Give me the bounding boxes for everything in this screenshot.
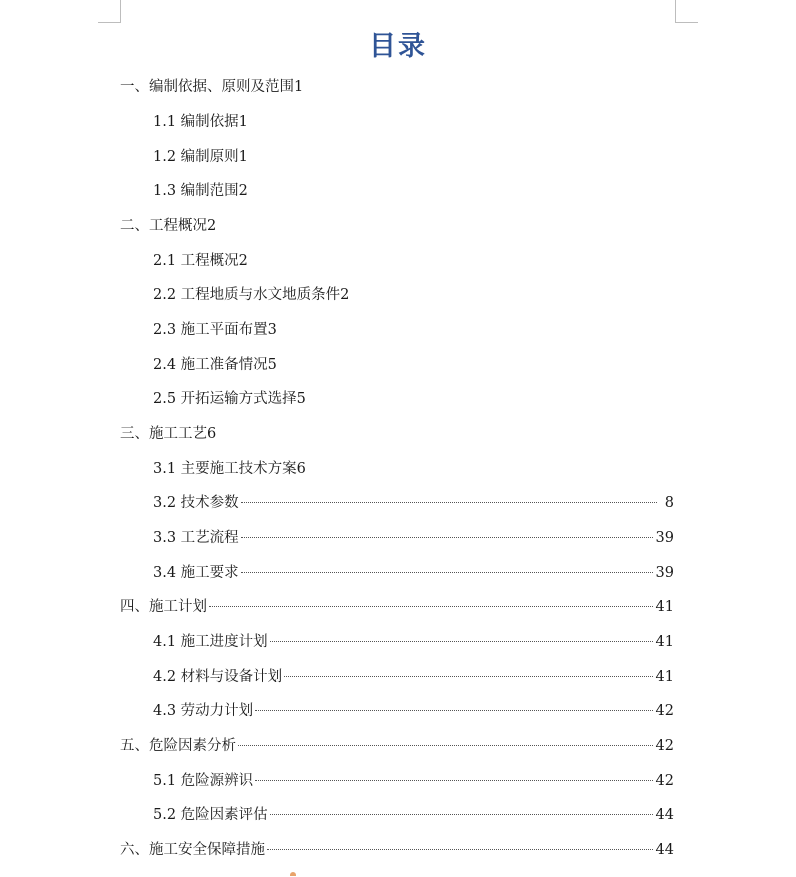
toc-entry-page: 42: [655, 738, 674, 754]
toc-entry-text: 1.1 编制依据: [153, 114, 239, 130]
toc-entry-4-2[interactable]: [153, 666, 674, 688]
toc-entry-page: 39: [655, 530, 674, 546]
toc-entry-page: 5: [267, 357, 277, 373]
dot-leader: [270, 814, 653, 815]
toc-entry-section-3[interactable]: [120, 423, 216, 445]
toc-entry-2-1[interactable]: [153, 250, 248, 272]
toc-entry-page: 3: [267, 322, 277, 338]
toc-entry-2-2[interactable]: [153, 284, 349, 306]
toc-entry-text: 二、工程概况: [120, 218, 207, 234]
toc-entry-page: 1: [238, 114, 248, 130]
toc-entry-4-1[interactable]: [153, 631, 674, 653]
toc-entry-text: 1.3 编制范围: [153, 183, 239, 199]
toc-entry-text: 4.1 施工进度计划: [153, 634, 268, 650]
toc-entry-page: 1: [294, 79, 304, 95]
dot-leader: [255, 710, 652, 711]
dot-leader: [209, 606, 653, 607]
dot-leader: [284, 676, 652, 677]
dot-leader: [238, 745, 653, 746]
toc-entry-page: 2: [207, 218, 217, 234]
toc-entry-section-4[interactable]: [120, 596, 674, 618]
dot-leader: [241, 537, 653, 538]
dot-leader: [267, 849, 653, 850]
toc-entry-2-5[interactable]: [153, 388, 306, 410]
toc-title: 目录: [369, 31, 427, 62]
toc-entry-text: 六、施工安全保障措施: [120, 842, 265, 858]
toc-entry-1-1[interactable]: [153, 111, 248, 133]
dot-leader: [270, 641, 653, 642]
toc-entry-text: 5.1 危险源辨识: [153, 773, 254, 789]
toc-entry-text: 4.3 劳动力计划: [153, 703, 254, 719]
toc-entry-text: 2.3 施工平面布置: [153, 322, 268, 338]
toc-entry-4-3[interactable]: [153, 700, 674, 722]
toc-entry-section-5[interactable]: [120, 735, 674, 757]
toc-entry-text: 五、危险因素分析: [120, 738, 236, 754]
toc-entry-page: 2: [238, 183, 248, 199]
toc-entry-page: 41: [655, 634, 674, 650]
toc-entry-text: 2.5 开拓运输方式选择: [153, 391, 297, 407]
toc-entry-1-3[interactable]: [153, 180, 248, 202]
toc-entry-text: 三、施工工艺: [120, 426, 207, 442]
dot-leader: [241, 572, 653, 573]
toc-entry-3-3[interactable]: [153, 527, 674, 549]
toc-entry-text: 3.4 施工要求: [153, 565, 239, 581]
dot-leader: [255, 780, 652, 781]
toc-entry-page: 41: [655, 669, 674, 685]
toc-entry-text: 3.2 技术参数: [153, 495, 239, 511]
toc-entry-page: 2: [340, 287, 350, 303]
toc-entry-page: 42: [655, 773, 674, 789]
toc-entry-text: 5.2 危险因素评估: [153, 807, 268, 823]
toc-entry-5-2[interactable]: [153, 804, 674, 826]
toc-entry-text: 四、施工计划: [120, 599, 207, 615]
toc-entry-text: 2.4 施工准备情况: [153, 357, 268, 373]
toc-entry-text: 2.1 工程概况: [153, 253, 239, 269]
toc-entry-text: 1.2 编制原则: [153, 149, 239, 165]
toc-entry-1-2[interactable]: [153, 146, 248, 168]
toc-entry-page: 2: [238, 253, 248, 269]
toc-entry-page: 42: [655, 703, 674, 719]
toc-entry-page: 41: [655, 599, 674, 615]
toc-entry-3-4[interactable]: [153, 562, 674, 584]
toc-entry-text: 2.2 工程地质与水文地质条件: [153, 287, 341, 303]
toc-entry-page: 44: [655, 842, 674, 858]
toc-entry-section-2[interactable]: [120, 215, 216, 237]
toc-entry-text: 4.2 材料与设备计划: [153, 669, 283, 685]
toc-entry-section-6[interactable]: [120, 839, 674, 861]
toc-entry-3-2[interactable]: [153, 492, 674, 514]
toc-entry-text: 一、编制依据、原则及范围: [120, 79, 294, 95]
toc-entry-page: 6: [296, 461, 306, 477]
toc-entry-page: 1: [238, 149, 248, 165]
toc-entry-text: 3.3 工艺流程: [153, 530, 239, 546]
toc-entry-page: 44: [655, 807, 674, 823]
toc-entry-page: 5: [296, 391, 306, 407]
toc-entry-page: 8: [664, 495, 674, 511]
toc-entry-2-3[interactable]: [153, 319, 277, 341]
dot-leader: [241, 502, 657, 503]
toc-entry-section-1[interactable]: [120, 76, 303, 98]
toc-entry-3-1[interactable]: [153, 458, 306, 480]
toc-entry-5-1[interactable]: [153, 770, 674, 792]
partial-graphic-mark: [290, 872, 296, 876]
toc-entry-text: 3.1 主要施工技术方案: [153, 461, 297, 477]
toc-entry-page: 6: [207, 426, 217, 442]
toc-entry-page: 39: [655, 565, 674, 581]
toc-entry-2-4[interactable]: [153, 354, 277, 376]
